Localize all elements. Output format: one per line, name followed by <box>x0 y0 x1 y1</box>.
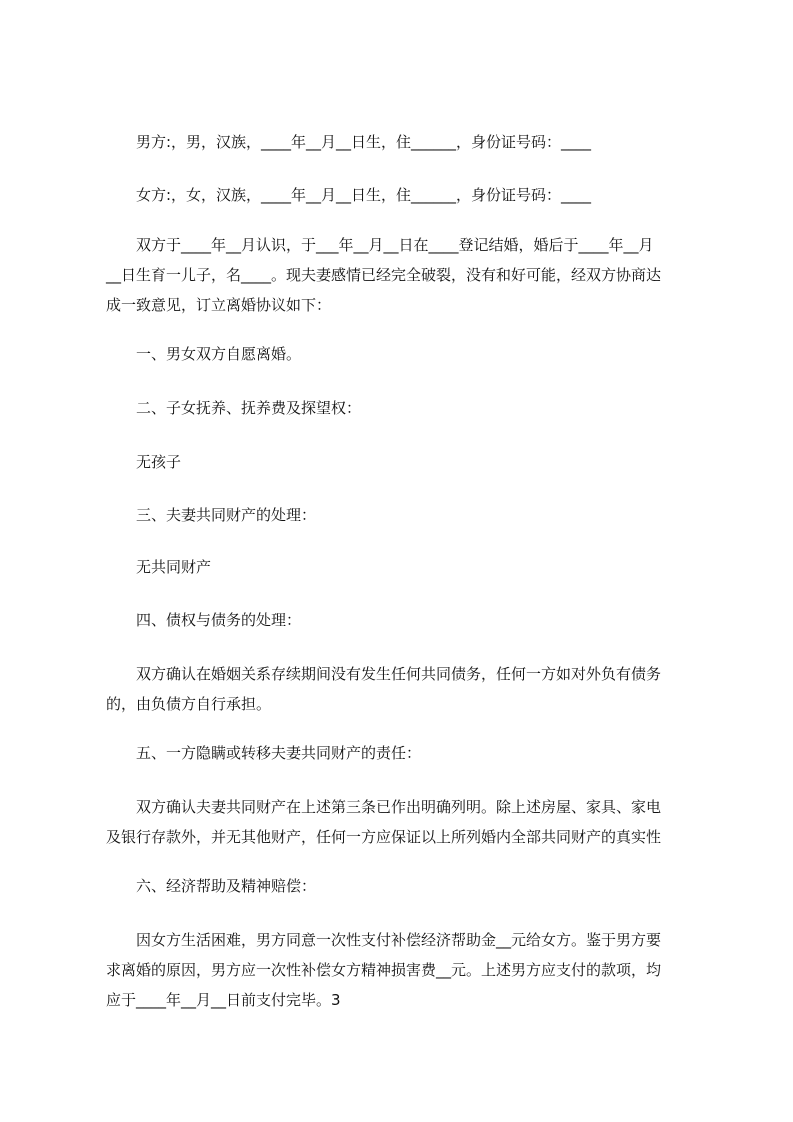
item-5-heading: 五、一方隐瞒或转移夫妻共同财产的责任： <box>136 744 422 762</box>
item-4-heading: 四、债权与债务的处理： <box>136 611 302 629</box>
item-4-paragraph <box>106 659 706 719</box>
intro-line-3: 成一致意见，订立离婚协议如下： <box>106 296 332 314</box>
item-1-heading: 一、男女双方自愿离婚。 <box>136 345 302 363</box>
item-6-line-1: 因女方生活困难，男方同意一次性支付补偿经济帮助金__元给女方。鉴于男方要 <box>136 931 662 949</box>
item-4-line-2: 的，由负债方自行承担。 <box>106 695 272 713</box>
intro-paragraph <box>106 230 706 320</box>
item-6-line-3: 应于____年__月__日前支付完毕。3 <box>106 991 341 1009</box>
item-3-heading: 三、夫妻共同财产的处理： <box>136 506 317 524</box>
item-2-heading: 二、子女抚养、抚养费及探望权： <box>136 399 362 417</box>
item-3-body: 无共同财产 <box>136 558 212 576</box>
item-5-line-2: 及银行存款外，并无其他财产，任何一方应保证以上所列婚内全部共同财产的真实性 <box>106 828 662 846</box>
item-2-body: 无孩子 <box>136 453 182 471</box>
item-6-line-2: 求离婚的原因，男方应一次性补偿女方精神损害费__元。上述男方应支付的款项，均 <box>106 961 662 979</box>
item-4-line-1: 双方确认在婚姻关系存续期间没有发生任何共同债务，任何一方如对外负有债务 <box>136 665 662 683</box>
party-female-line: 女方:，女，汉族，____年__月__日生，住______，身份证号码：____ <box>136 186 592 204</box>
item-5-line-1: 双方确认夫妻共同财产在上述第三条已作出明确列明。除上述房屋、家具、家电 <box>136 798 662 816</box>
intro-line-1: 双方于____年__月认识，于___年__月__日在____登记结婚，婚后于____年__月 <box>136 236 654 254</box>
party-male-line: 男方:，男，汉族，____年__月__日生，住______，身份证号码：____ <box>136 133 592 151</box>
item-6-heading: 六、经济帮助及精神赔偿： <box>136 877 317 895</box>
item-5-paragraph <box>106 792 706 852</box>
item-6-paragraph <box>106 925 706 1015</box>
intro-line-2: __日生育一儿子，名____。现夫妻感情已经完全破裂，没有和好可能，经双方协商达 <box>106 266 662 284</box>
